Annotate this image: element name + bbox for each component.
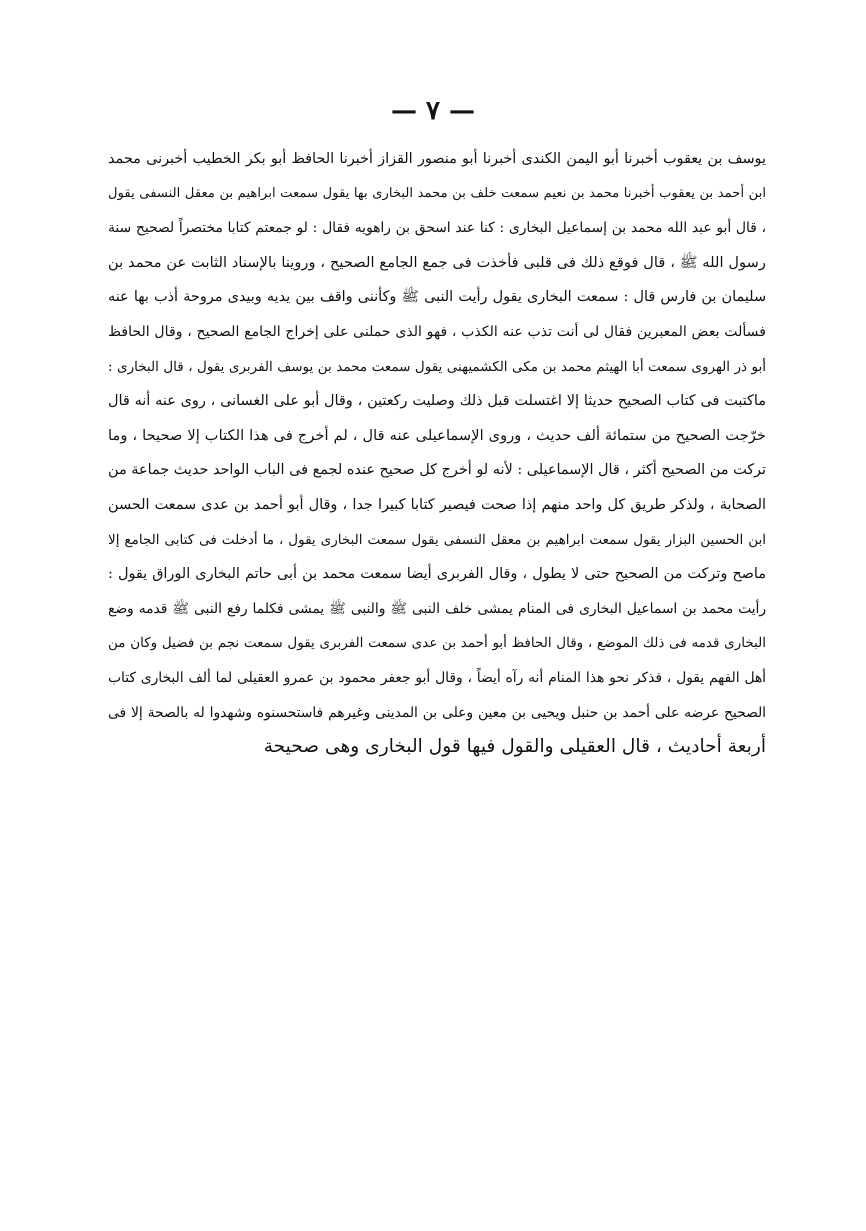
text-line: ماكتبت فى كتاب الصحيح حديثا إلا اغتسلت قبل ذلك وصليت ركعتين ، وقال أبو على الغسانى ، روى عنه أنه قال xyxy=(108,393,766,410)
body-text xyxy=(108,142,766,765)
text-line: يوسف بن يعقوب أخبرنا أبو اليمن الكندى أخبرنا أبو منصور القزاز أخبرنا الحافظ أبو بكر الخطيب أخبرنى محمد xyxy=(108,151,766,167)
text-line: ، قال أبو عبد الله محمد بن إسماعيل البخارى : كنا عند اسحق بن راهويه فقال : لو جمعتم كتابا مختصراً لصحيح سنة xyxy=(108,220,766,237)
text-line: أهل الفهم يقول ، فذكر نحو هذا المنام أنه رآه أيضاً ، وقال أبو جعفر محمود بن عمرو العقيلى لما ألف البخارى كتاب xyxy=(108,669,766,686)
text-line: الصحيح عرضه على أحمد بن حنبل ويحيى بن معين وعلى بن المدينى وغيرهم فاستحسنوه وشهدوا له بالصحة إلا فى xyxy=(108,704,766,721)
text-line: ماصح وتركت من الصحيح حتى لا يطول ، وقال الفربرى أيضا سمعت محمد بن أبى حاتم البخارى الوراق يقول : xyxy=(108,566,766,583)
text-line: خرّجت الصحيح من ستمائة ألف حديث ، وروى الإسماعيلى عنه قال ، لم أخرج فى هذا الكتاب إلا صحيحا ، وما xyxy=(108,426,766,444)
text-line: ابن أحمد بن يعقوب أخبرنا محمد بن نعيم سمعت خلف بن محمد البخارى بها يقول سمعت ابراهيم بن معقل النسفى يقول xyxy=(108,185,766,201)
text-line: أربعة أحاديث ، قال العقيلى والقول فيها قول البخارى وهى صحيحة xyxy=(263,736,766,758)
text-line: فسألت بعض المعبرين فقال لى أنت تذب عنه الكذب ، فهو الذى حملنى على إخراج الجامع الصحيح ، وقال الحافظ xyxy=(108,323,766,340)
text-line: سليمان بن فارس قال : سمعت البخارى يقول رأيت النبى ﷺ وكأننى واقف بين يديه وبيدى مروحة أذب بها عنه xyxy=(108,289,766,306)
text-line: أبو ذر الهروى سمعت أبا الهيثم محمد بن مكى الكشميهنى يقول سمعت محمد بن يوسف الفربرى يقول ، قال البخارى : xyxy=(108,358,766,375)
text-line: تركت من الصحيح أكثر ، قال الإسماعيلى : لأنه لو أخرج كل صحيح عنده لجمع فى الباب الواحد حديث جماعة من xyxy=(108,462,766,479)
text-line: ابن الحسين البزار يقول سمعت ابراهيم بن معقل النسفى يقول سمعت البخارى يقول ، ما أدخلت فى كتابى الجامع إلا xyxy=(108,531,766,548)
text-line: رأيت محمد بن اسماعيل البخارى فى المنام يمشى خلف النبى ﷺ والنبى ﷺ يمشى فكلما رفع النبى ﷺ قدمه وضع xyxy=(108,600,766,617)
text-line: رسول الله ﷺ ، قال فوقع ذلك فى قلبى فأخذت فى جمع الجامع الصحيح ، وروينا بالإسناد الثابت عن محمد بن xyxy=(108,253,766,271)
text-line: الصحابة ، ولذكر طريق كل واحد منهم إذا صحت فيصير كتابا كبيرا جدا ، وقال أبو أحمد بن عدى سمعت الحسن xyxy=(108,496,766,513)
page-number: — ٧ — xyxy=(390,96,476,126)
text-line: البخارى قدمه فى ذلك الموضع ، وقال الحافظ أبو أحمد بن عدى سمعت الفربرى يقول سمعت نجم بن فضيل وكان من xyxy=(108,635,766,652)
